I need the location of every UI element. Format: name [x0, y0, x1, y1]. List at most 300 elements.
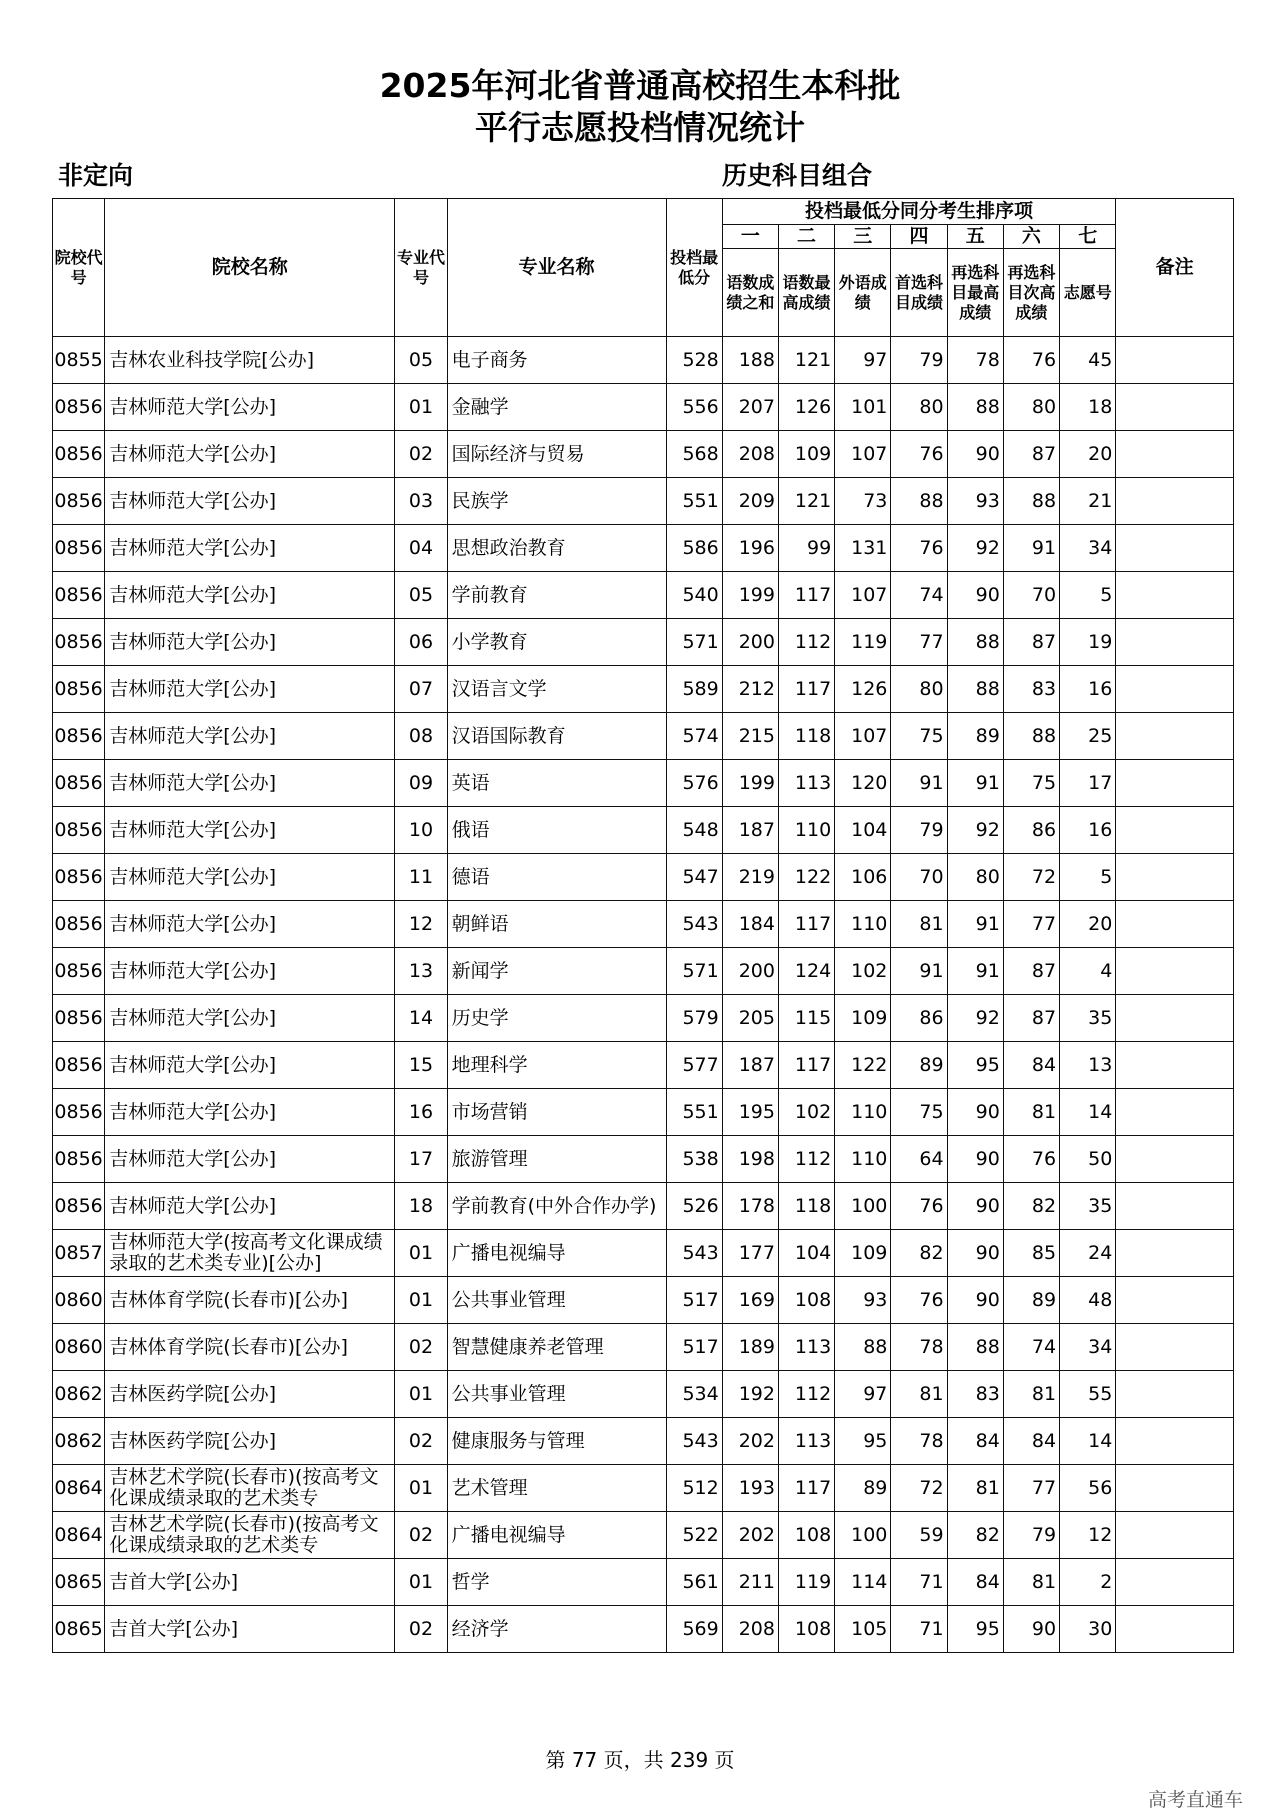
cell-school-name: [105, 995, 395, 1042]
cell-chinese-math-sum: 195: [722, 1089, 778, 1136]
cell-chinese-math-max: 117: [778, 901, 834, 948]
cell-chinese-math-max: 113: [778, 760, 834, 807]
cell-preference-no: 18: [1060, 384, 1116, 431]
cell-elective-second: 87: [1003, 948, 1059, 995]
header-sub: 语数最高成绩: [778, 249, 834, 337]
cell-school-name-text: 吉林师范大学[公办]: [109, 1054, 277, 1076]
cell-primary-subject: 78: [891, 1418, 947, 1465]
cell-major-name-text: 历史学: [451, 1007, 509, 1029]
table-row: [53, 1089, 1234, 1136]
cell-major-name-text: 小学教育: [451, 631, 528, 653]
cell-school-name-text: 吉林师范大学[公办]: [109, 490, 277, 512]
cell-chinese-math-sum: 193: [722, 1465, 778, 1512]
cell-major-name-text: 艺术管理: [451, 1477, 528, 1499]
header-ord: 五: [947, 225, 1003, 249]
cell-foreign-language: 122: [835, 1042, 891, 1089]
cell-primary-subject: 78: [891, 1324, 947, 1371]
page-number: 第 77 页，共 239 页: [545, 1748, 735, 1772]
cell-chinese-math-sum: 202: [722, 1418, 778, 1465]
cell-school-code: 0856: [53, 854, 105, 901]
cell-elective-second: 81: [1003, 1371, 1059, 1418]
cell-preference-no: 16: [1060, 666, 1116, 713]
cell-elective-max: 91: [947, 901, 1003, 948]
table-row: [53, 901, 1234, 948]
cell-major-name: [447, 807, 666, 854]
cell-elective-second: 81: [1003, 1089, 1059, 1136]
cell-major-code: 02: [395, 431, 447, 478]
cell-remarks: [1116, 1277, 1234, 1324]
cell-foreign-language: 110: [835, 1089, 891, 1136]
cell-major-name-text: 智慧健康养老管理: [451, 1336, 604, 1358]
cell-school-code: 0865: [53, 1606, 105, 1653]
cell-remarks: [1116, 713, 1234, 760]
cell-school-name: [105, 1230, 395, 1277]
cell-chinese-math-max: 113: [778, 1324, 834, 1371]
header-ord: 三: [835, 225, 891, 249]
cell-min-score: 526: [666, 1183, 722, 1230]
header-school-code: 院校代号: [53, 199, 105, 337]
cell-major-code: 13: [395, 948, 447, 995]
cell-major-code: 04: [395, 525, 447, 572]
cell-school-code: 0856: [53, 525, 105, 572]
cell-elective-second: 77: [1003, 901, 1059, 948]
cell-remarks: [1116, 431, 1234, 478]
cell-chinese-math-max: 102: [778, 1089, 834, 1136]
cell-school-name-text: 吉林师范大学[公办]: [109, 443, 277, 465]
cell-school-code: 0856: [53, 666, 105, 713]
cell-major-name-text: 哲学: [451, 1571, 490, 1593]
cell-primary-subject: 76: [891, 1183, 947, 1230]
cell-school-name: [105, 666, 395, 713]
cell-min-score: 540: [666, 572, 722, 619]
cell-school-name-text: 吉林师范大学[公办]: [109, 819, 277, 841]
cell-foreign-language: 126: [835, 666, 891, 713]
cell-major-name-text: 金融学: [451, 396, 509, 418]
cell-remarks: [1116, 1324, 1234, 1371]
cell-school-code: 0856: [53, 760, 105, 807]
cell-primary-subject: 70: [891, 854, 947, 901]
cell-major-name-text: 汉语国际教育: [451, 725, 566, 747]
header-ord: 四: [891, 225, 947, 249]
table-row: [53, 760, 1234, 807]
cell-major-name: [447, 337, 666, 384]
cell-primary-subject: 91: [891, 760, 947, 807]
cell-major-name-text: 公共事业管理: [451, 1289, 566, 1311]
cell-min-score: 574: [666, 713, 722, 760]
table-row: [53, 854, 1234, 901]
cell-elective-max: 90: [947, 431, 1003, 478]
cell-major-code: 05: [395, 337, 447, 384]
cell-elective-second: 76: [1003, 337, 1059, 384]
cell-preference-no: 55: [1060, 1371, 1116, 1418]
cell-remarks: [1116, 901, 1234, 948]
cell-elective-second: 85: [1003, 1230, 1059, 1277]
page-title-line1: 2025年河北省普通高校招生本科批: [379, 66, 901, 105]
cell-elective-second: 89: [1003, 1277, 1059, 1324]
cell-chinese-math-max: 118: [778, 713, 834, 760]
cell-primary-subject: 59: [891, 1512, 947, 1559]
cell-elective-second: 87: [1003, 619, 1059, 666]
cell-major-name-text: 学前教育(中外合作办学): [451, 1195, 657, 1217]
cell-school-name-text: 吉林师范大学[公办]: [109, 1195, 277, 1217]
table-row: [53, 1042, 1234, 1089]
cell-remarks: [1116, 525, 1234, 572]
cell-major-name-text: 民族学: [451, 490, 509, 512]
table-row: [53, 384, 1234, 431]
cell-major-name: [447, 1418, 666, 1465]
cell-foreign-language: 104: [835, 807, 891, 854]
cell-chinese-math-max: 121: [778, 337, 834, 384]
cell-elective-second: 84: [1003, 1042, 1059, 1089]
cell-chinese-math-max: 108: [778, 1277, 834, 1324]
cell-major-name: [447, 1371, 666, 1418]
header-tiebreak-group: 投档最低分同分考生排序项: [722, 199, 1116, 225]
header-school-name: 院校名称: [105, 199, 395, 337]
cell-remarks: [1116, 760, 1234, 807]
cell-chinese-math-max: 117: [778, 1465, 834, 1512]
cell-major-code: 09: [395, 760, 447, 807]
cell-primary-subject: 81: [891, 1371, 947, 1418]
cell-chinese-math-sum: 202: [722, 1512, 778, 1559]
cell-school-code: 0856: [53, 948, 105, 995]
header-sub: 语数成绩之和: [722, 249, 778, 337]
cell-school-name: [105, 948, 395, 995]
cell-elective-max: 88: [947, 1324, 1003, 1371]
cell-elective-max: 95: [947, 1606, 1003, 1653]
cell-major-name-text: 旅游管理: [451, 1148, 528, 1170]
cell-primary-subject: 76: [891, 431, 947, 478]
header-ord: 六: [1003, 225, 1059, 249]
cell-foreign-language: 109: [835, 995, 891, 1042]
cell-school-code: 0862: [53, 1371, 105, 1418]
cell-primary-subject: 86: [891, 995, 947, 1042]
cell-primary-subject: 88: [891, 478, 947, 525]
cell-school-code: 0862: [53, 1418, 105, 1465]
cell-elective-second: 84: [1003, 1418, 1059, 1465]
header-major-name: 专业名称: [447, 199, 666, 337]
cell-major-code: 01: [395, 384, 447, 431]
cell-school-name-text: 吉林师范大学[公办]: [109, 1148, 277, 1170]
cell-primary-subject: 64: [891, 1136, 947, 1183]
cell-elective-max: 82: [947, 1512, 1003, 1559]
cell-preference-no: 30: [1060, 1606, 1116, 1653]
cell-preference-no: 20: [1060, 431, 1116, 478]
cell-chinese-math-max: 112: [778, 1371, 834, 1418]
cell-min-score: 522: [666, 1512, 722, 1559]
cell-min-score: 543: [666, 901, 722, 948]
cell-chinese-math-max: 117: [778, 666, 834, 713]
cell-school-name: [105, 1606, 395, 1653]
cell-school-name: [105, 1418, 395, 1465]
cell-school-code: 0856: [53, 384, 105, 431]
cell-school-name: [105, 1465, 395, 1512]
cell-school-code: 0857: [53, 1230, 105, 1277]
cell-elective-max: 88: [947, 666, 1003, 713]
cell-chinese-math-sum: 192: [722, 1371, 778, 1418]
cell-school-code: 0856: [53, 478, 105, 525]
cell-elective-max: 89: [947, 713, 1003, 760]
cell-foreign-language: 97: [835, 1371, 891, 1418]
cell-remarks: [1116, 572, 1234, 619]
table-row: [53, 1230, 1234, 1277]
cell-major-name: [447, 478, 666, 525]
cell-major-code: 02: [395, 1418, 447, 1465]
cell-major-name: [447, 1512, 666, 1559]
cell-chinese-math-sum: 187: [722, 807, 778, 854]
cell-remarks: [1116, 337, 1234, 384]
cell-foreign-language: 114: [835, 1559, 891, 1606]
cell-preference-no: 16: [1060, 807, 1116, 854]
cell-chinese-math-max: 126: [778, 384, 834, 431]
cell-school-name-text: 吉林师范大学[公办]: [109, 396, 277, 418]
cell-major-name-text: 学前教育: [451, 584, 528, 606]
cell-preference-no: 24: [1060, 1230, 1116, 1277]
admission-table: [52, 198, 1234, 1653]
cell-elective-second: 87: [1003, 431, 1059, 478]
cell-major-code: 17: [395, 1136, 447, 1183]
cell-min-score: 561: [666, 1559, 722, 1606]
table-row: [53, 948, 1234, 995]
cell-min-score: 543: [666, 1418, 722, 1465]
header-min-score: 投档最低分: [666, 199, 722, 337]
cell-chinese-math-sum: 200: [722, 619, 778, 666]
cell-primary-subject: 72: [891, 1465, 947, 1512]
cell-school-name-text: 吉林体育学院(长春市)[公办]: [109, 1336, 348, 1358]
cell-school-name: [105, 384, 395, 431]
cell-major-code: 03: [395, 478, 447, 525]
cell-primary-subject: 82: [891, 1230, 947, 1277]
cell-elective-second: 75: [1003, 760, 1059, 807]
table-row: [53, 1136, 1234, 1183]
cell-major-name-text: 思想政治教育: [451, 537, 566, 559]
cell-primary-subject: 74: [891, 572, 947, 619]
cell-school-name-text: 吉林师范大学[公办]: [109, 584, 277, 606]
cell-foreign-language: 106: [835, 854, 891, 901]
cell-elective-second: 87: [1003, 995, 1059, 1042]
page-title-line2: 平行志愿投档情况统计: [475, 108, 805, 147]
cell-elective-second: 70: [1003, 572, 1059, 619]
cell-remarks: [1116, 619, 1234, 666]
cell-chinese-math-sum: 209: [722, 478, 778, 525]
cell-min-score: 547: [666, 854, 722, 901]
table-row: [53, 1465, 1234, 1512]
table-row: [53, 1371, 1234, 1418]
cell-major-name-text: 朝鲜语: [451, 913, 509, 935]
cell-chinese-math-sum: 169: [722, 1277, 778, 1324]
table-row: [53, 1606, 1234, 1653]
cell-min-score: 568: [666, 431, 722, 478]
cell-preference-no: 56: [1060, 1465, 1116, 1512]
cell-preference-no: 19: [1060, 619, 1116, 666]
cell-school-name-text: 吉林师范大学[公办]: [109, 537, 277, 559]
cell-min-score: 579: [666, 995, 722, 1042]
cell-school-name: [105, 478, 395, 525]
cell-elective-second: 74: [1003, 1324, 1059, 1371]
cell-major-name: [447, 948, 666, 995]
header-major-code: 专业代号: [395, 199, 447, 337]
cell-remarks: [1116, 478, 1234, 525]
cell-major-code: 02: [395, 1512, 447, 1559]
cell-school-name-text: 吉林师范大学[公办]: [109, 631, 277, 653]
cell-remarks: [1116, 1465, 1234, 1512]
table-row: [53, 1324, 1234, 1371]
header-ord: 二: [778, 225, 834, 249]
cell-school-name-text: 吉林艺术学院(长春市)(按高考文化课成绩录取的艺术类专: [109, 1514, 379, 1556]
cell-major-code: 02: [395, 1606, 447, 1653]
cell-chinese-math-max: 109: [778, 431, 834, 478]
table-row: [53, 619, 1234, 666]
cell-remarks: [1116, 1183, 1234, 1230]
cell-school-name: [105, 713, 395, 760]
cell-foreign-language: 97: [835, 337, 891, 384]
cell-major-code: 18: [395, 1183, 447, 1230]
cell-chinese-math-sum: 199: [722, 572, 778, 619]
cell-chinese-math-sum: 189: [722, 1324, 778, 1371]
cell-foreign-language: 110: [835, 901, 891, 948]
cell-major-code: 06: [395, 619, 447, 666]
cell-major-name: [447, 1606, 666, 1653]
cell-major-code: 15: [395, 1042, 447, 1089]
cell-preference-no: 50: [1060, 1136, 1116, 1183]
cell-major-name: [447, 431, 666, 478]
cell-major-code: 16: [395, 1089, 447, 1136]
cell-elective-max: 88: [947, 619, 1003, 666]
cell-min-score: 551: [666, 1089, 722, 1136]
cell-major-code: 10: [395, 807, 447, 854]
cell-foreign-language: 93: [835, 1277, 891, 1324]
cell-school-name: [105, 1042, 395, 1089]
cell-school-name: [105, 337, 395, 384]
cell-school-code: 0856: [53, 619, 105, 666]
cell-school-name-text: 吉林师范大学(按高考文化课成绩录取的艺术类专业)[公办]: [109, 1232, 383, 1274]
cell-chinese-math-sum: 208: [722, 1606, 778, 1653]
cell-major-name: [447, 666, 666, 713]
cell-school-name-text: 吉林艺术学院(长春市)(按高考文化课成绩录取的艺术类专: [109, 1467, 379, 1509]
cell-school-code: 0856: [53, 572, 105, 619]
cell-min-score: 586: [666, 525, 722, 572]
cell-major-name: [447, 760, 666, 807]
cell-school-code: 0856: [53, 995, 105, 1042]
cell-preference-no: 4: [1060, 948, 1116, 995]
cell-min-score: 548: [666, 807, 722, 854]
cell-school-code: 0856: [53, 1183, 105, 1230]
cell-major-name: [447, 1042, 666, 1089]
cell-elective-max: 84: [947, 1559, 1003, 1606]
table-row: [53, 807, 1234, 854]
cell-school-name: [105, 807, 395, 854]
cell-preference-no: 5: [1060, 854, 1116, 901]
cell-chinese-math-sum: 199: [722, 760, 778, 807]
cell-school-name: [105, 1277, 395, 1324]
cell-chinese-math-max: 118: [778, 1183, 834, 1230]
cell-chinese-math-sum: 177: [722, 1230, 778, 1277]
cell-primary-subject: 76: [891, 1277, 947, 1324]
cell-major-name-text: 电子商务: [451, 349, 528, 371]
cell-preference-no: 35: [1060, 995, 1116, 1042]
cell-school-name: [105, 901, 395, 948]
watermark: 高考直通车: [1148, 1789, 1244, 1811]
cell-major-name: [447, 384, 666, 431]
cell-elective-second: 88: [1003, 478, 1059, 525]
cell-primary-subject: 79: [891, 337, 947, 384]
cell-min-score: 517: [666, 1277, 722, 1324]
cell-major-code: 08: [395, 713, 447, 760]
header-ord: 一: [722, 225, 778, 249]
cell-chinese-math-sum: 219: [722, 854, 778, 901]
cell-elective-max: 92: [947, 807, 1003, 854]
header-sub: 再选科目最高成绩: [947, 249, 1003, 337]
cell-school-name-text: 吉林体育学院(长春市)[公办]: [109, 1289, 348, 1311]
cell-major-code: 12: [395, 901, 447, 948]
cell-primary-subject: 71: [891, 1559, 947, 1606]
table-row: [53, 572, 1234, 619]
cell-min-score: 538: [666, 1136, 722, 1183]
table-row: [53, 525, 1234, 572]
header-sub: 首选科目成绩: [891, 249, 947, 337]
cell-remarks: [1116, 1512, 1234, 1559]
cell-chinese-math-max: 110: [778, 807, 834, 854]
cell-major-code: 07: [395, 666, 447, 713]
cell-chinese-math-sum: 196: [722, 525, 778, 572]
cell-foreign-language: 102: [835, 948, 891, 995]
cell-min-score: 577: [666, 1042, 722, 1089]
cell-school-name-text: 吉林师范大学[公办]: [109, 1101, 277, 1123]
cell-school-name-text: 吉林师范大学[公办]: [109, 1007, 277, 1029]
table-row: [53, 713, 1234, 760]
header-sub: 再选科目次高成绩: [1003, 249, 1059, 337]
cell-major-name: [447, 1465, 666, 1512]
cell-major-name: [447, 572, 666, 619]
table-row: [53, 1277, 1234, 1324]
cell-elective-max: 78: [947, 337, 1003, 384]
cell-foreign-language: 109: [835, 1230, 891, 1277]
cell-chinese-math-sum: 198: [722, 1136, 778, 1183]
cell-foreign-language: 107: [835, 713, 891, 760]
cell-chinese-math-max: 112: [778, 619, 834, 666]
cell-preference-no: 17: [1060, 760, 1116, 807]
cell-primary-subject: 71: [891, 1606, 947, 1653]
cell-elective-second: 91: [1003, 525, 1059, 572]
cell-remarks: [1116, 854, 1234, 901]
cell-chinese-math-sum: 211: [722, 1559, 778, 1606]
cell-elective-second: 88: [1003, 713, 1059, 760]
cell-preference-no: 34: [1060, 1324, 1116, 1371]
cell-foreign-language: 105: [835, 1606, 891, 1653]
cell-preference-no: 21: [1060, 478, 1116, 525]
cell-chinese-math-sum: 178: [722, 1183, 778, 1230]
cell-major-name-text: 德语: [451, 866, 490, 888]
cell-chinese-math-max: 119: [778, 1559, 834, 1606]
cell-school-name: [105, 431, 395, 478]
cell-chinese-math-max: 124: [778, 948, 834, 995]
cell-major-name: [447, 854, 666, 901]
cell-remarks: [1116, 666, 1234, 713]
cell-chinese-math-sum: 205: [722, 995, 778, 1042]
cell-preference-no: 45: [1060, 337, 1116, 384]
cell-preference-no: 2: [1060, 1559, 1116, 1606]
cell-remarks: [1116, 995, 1234, 1042]
cell-min-score: 517: [666, 1324, 722, 1371]
cell-elective-max: 90: [947, 1230, 1003, 1277]
cell-major-code: 14: [395, 995, 447, 1042]
cell-major-name-text: 英语: [451, 772, 490, 794]
cell-school-name-text: 吉林师范大学[公办]: [109, 866, 277, 888]
cell-chinese-math-sum: 208: [722, 431, 778, 478]
cell-school-code: 0856: [53, 713, 105, 760]
cell-major-code: 11: [395, 854, 447, 901]
cell-remarks: [1116, 1136, 1234, 1183]
cell-school-name-text: 吉首大学[公办]: [109, 1618, 239, 1640]
